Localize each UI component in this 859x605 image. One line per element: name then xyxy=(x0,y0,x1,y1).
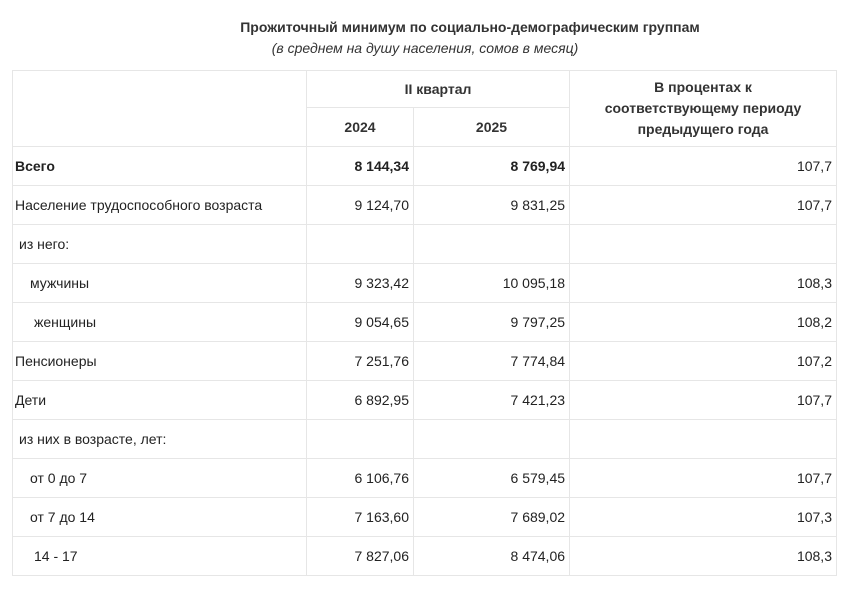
table-row xyxy=(13,264,837,303)
table-row xyxy=(13,225,837,264)
table-row xyxy=(13,186,837,225)
cell-2024: 7 163,60 xyxy=(307,498,414,537)
cell-2025: 6 579,45 xyxy=(414,459,570,498)
cell-2025: 7 421,23 xyxy=(414,381,570,420)
header-percent-line2: соответствующему периоду xyxy=(604,100,802,116)
table-subtitle: (в среднем на душу населения, сомов в месяц) xyxy=(271,40,579,56)
cell-2024: 7 827,06 xyxy=(307,537,414,576)
cell-percent: 107,3 xyxy=(570,498,837,537)
row-label: женщины xyxy=(13,303,307,342)
subsistence-minimum-table xyxy=(12,70,837,576)
cell-percent: 108,3 xyxy=(570,264,837,303)
cell-2025: 7 774,84 xyxy=(414,342,570,381)
table-row xyxy=(13,147,837,186)
row-label: Всего xyxy=(13,147,307,186)
table-title: Прожиточный минимум по социально-демографическим группам xyxy=(240,19,700,35)
cell-percent: 108,3 xyxy=(570,537,837,576)
cell-2025: 9 831,25 xyxy=(414,186,570,225)
cell-2024: 9 323,42 xyxy=(307,264,414,303)
table-row xyxy=(13,342,837,381)
row-label: от 0 до 7 xyxy=(13,459,307,498)
cell-2025 xyxy=(414,225,570,264)
cell-percent: 107,7 xyxy=(570,186,837,225)
cell-2024 xyxy=(307,420,414,459)
cell-2024 xyxy=(307,225,414,264)
header-year-2025: 2025 xyxy=(414,108,570,147)
cell-percent: 107,2 xyxy=(570,342,837,381)
cell-percent xyxy=(570,225,837,264)
cell-2024: 9 054,65 xyxy=(307,303,414,342)
row-label: Население трудоспособного возраста xyxy=(13,186,307,225)
table-row xyxy=(13,498,837,537)
cell-percent: 107,7 xyxy=(570,459,837,498)
header-label-cell xyxy=(13,71,307,147)
header-quarter: II квартал xyxy=(307,71,570,108)
cell-percent: 108,2 xyxy=(570,303,837,342)
cell-percent: 107,7 xyxy=(570,381,837,420)
cell-percent xyxy=(570,420,837,459)
cell-2025: 10 095,18 xyxy=(414,264,570,303)
table-row xyxy=(13,459,837,498)
table-row xyxy=(13,420,837,459)
cell-percent: 107,7 xyxy=(570,147,837,186)
header-percent-line3: предыдущего года xyxy=(637,121,769,137)
table-row xyxy=(13,381,837,420)
cell-2024: 6 892,95 xyxy=(307,381,414,420)
table-row xyxy=(13,303,837,342)
cell-2025: 9 797,25 xyxy=(414,303,570,342)
row-label: Пенсионеры xyxy=(13,342,307,381)
header-percent xyxy=(570,71,837,147)
header-year-2024: 2024 xyxy=(307,108,414,147)
row-label: Дети xyxy=(13,381,307,420)
row-label: 14 - 17 xyxy=(13,537,307,576)
cell-2025 xyxy=(414,420,570,459)
row-label: мужчины xyxy=(13,264,307,303)
cell-2025: 7 689,02 xyxy=(414,498,570,537)
cell-2025: 8 769,94 xyxy=(414,147,570,186)
header-percent-line1: В процентах к xyxy=(654,79,752,95)
cell-2024: 8 144,34 xyxy=(307,147,414,186)
cell-2025: 8 474,06 xyxy=(414,537,570,576)
row-label: из них в возрасте, лет: xyxy=(13,420,307,459)
row-label: из него: xyxy=(13,225,307,264)
cell-2024: 6 106,76 xyxy=(307,459,414,498)
table-row xyxy=(13,537,837,576)
row-label: от 7 до 14 xyxy=(13,498,307,537)
cell-2024: 7 251,76 xyxy=(307,342,414,381)
cell-2024: 9 124,70 xyxy=(307,186,414,225)
